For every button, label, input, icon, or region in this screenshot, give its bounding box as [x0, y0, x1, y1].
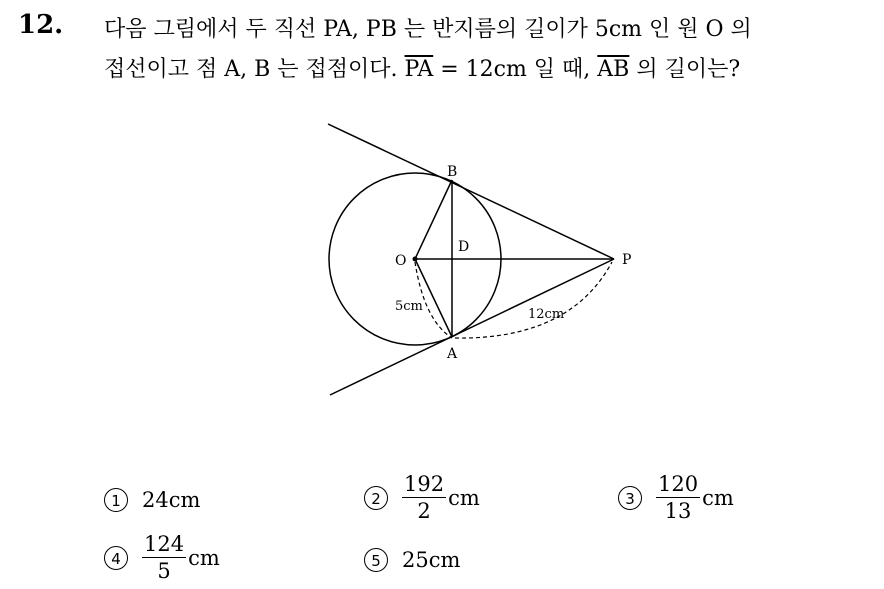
point-o: [413, 257, 418, 262]
label-radius-5cm: 5cm: [395, 299, 423, 314]
choice-3-unit: cm: [702, 485, 734, 510]
choice-3-fraction: [656, 471, 700, 524]
choice-2-denominator: 2: [417, 499, 431, 523]
choice-4-mark: 4: [104, 546, 128, 570]
segment-pa: $\overline{PA}$: [404, 57, 434, 82]
choice-4-denominator: 5: [157, 559, 171, 583]
question-text-part-c: 의 길이는?: [629, 57, 741, 82]
question-text-line1: 다음 그림에서 두 직선 PA, PB 는 반지름의 길이가 5cm 인 원 O 의: [104, 17, 752, 42]
segment-ab: $\overline{AB}$: [597, 57, 630, 82]
tangent-line-pb: [328, 124, 614, 259]
choice-1-mark: 1: [104, 488, 128, 512]
label-d: D: [458, 239, 470, 255]
tangent-line-pa: [330, 259, 614, 395]
choice-4-unit: cm: [188, 545, 220, 570]
choice-5[interactable]: [364, 548, 460, 572]
choice-3-mark: 3: [618, 486, 642, 510]
question-text-part-b: = 12cm 일 때,: [433, 57, 591, 82]
choice-2-fraction: [402, 471, 446, 524]
choice-1[interactable]: [104, 488, 200, 512]
choice-3[interactable]: [618, 471, 734, 524]
question-number: 12.: [18, 10, 64, 40]
label-p: P: [622, 252, 632, 268]
choice-4-numerator: 124: [144, 532, 185, 556]
choice-3-denominator: 13: [664, 499, 692, 523]
choice-2[interactable]: [364, 471, 480, 524]
pa-dashed-arc: [455, 262, 612, 338]
label-b: B: [447, 164, 458, 180]
label-o: O: [395, 253, 407, 269]
choice-3-numerator: 120: [658, 472, 699, 496]
choice-4-fraction: [142, 531, 186, 584]
label-a: A: [447, 346, 458, 362]
segment-ob: [415, 180, 452, 259]
choice-2-mark: 2: [364, 486, 388, 510]
choice-4[interactable]: [104, 531, 220, 584]
label-pa-12cm: 12cm: [528, 307, 565, 322]
segment-oa: [415, 259, 452, 337]
choice-1-text: 24cm: [142, 488, 201, 512]
choice-2-numerator: 192: [404, 472, 445, 496]
question-text-part-a: 접선이고 점 A, B 는 접점이다.: [104, 57, 398, 82]
choice-2-unit: cm: [448, 485, 480, 510]
choice-5-mark: 5: [364, 548, 388, 572]
choice-5-text: 25cm: [402, 548, 461, 572]
